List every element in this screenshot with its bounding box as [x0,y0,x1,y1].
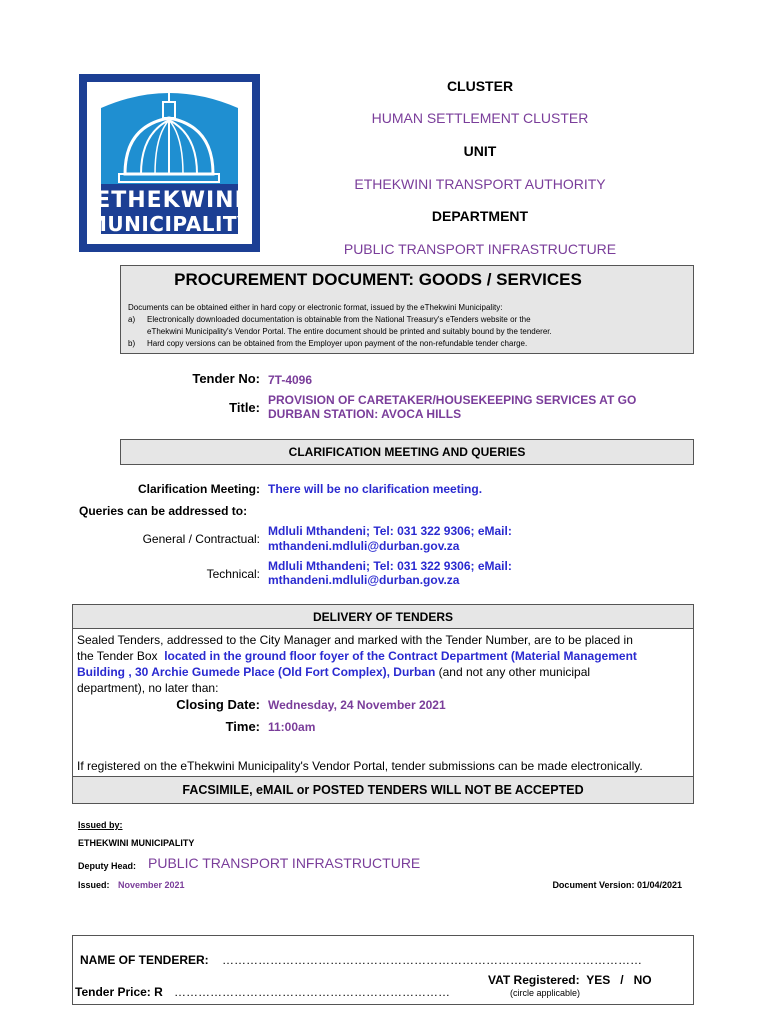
delivery-tender-box: the Tender Box [77,649,158,663]
logo-text-line1: ETHEKWINI [95,188,244,213]
name-of-tenderer-label: NAME OF TENDERER: [80,953,209,967]
tender-no-value: 7T-4096 [268,373,313,387]
closing-date-label: Closing Date: [176,697,260,712]
portal-note: If registered on the eThekwini Municipality's Vendor Portal, tender submissions can be made electronically. [77,759,643,773]
delivery-heading: DELIVERY OF TENDERS [72,604,694,629]
delivery-line4: department), no later than: [77,681,219,695]
general-contact-line1: Mdluli Mthandeni; Tel: 031 322 9306; eMail: [268,524,512,538]
delivery-paragraph [77,632,693,696]
item-a-line2: eThekwini Municipality's Vendor Portal. The entire document should be printed and suitably bound by the tenderer. [147,327,552,336]
delivery-location-a: located in the ground floor foyer of the Contract Department (Material Management [164,649,637,663]
department-value: PUBLIC TRANSPORT INFRASTRUCTURE [343,241,617,257]
municipality-name: ETHEKWINI MUNICIPALITY [78,838,195,848]
meeting-value: There will be no clarification meeting. [268,482,483,496]
tender-price-field[interactable]: …………………………………………………………… [174,985,450,999]
cluster-label: CLUSTER [446,78,514,94]
deputy-head-label: Deputy Head: [78,861,137,871]
ethekwini-logo [79,74,260,252]
general-contact-email[interactable]: mthandeni.mdluli@durban.gov.za [268,539,460,553]
vat-label-text: VAT Registered: [488,973,580,987]
meeting-label: Clarification Meeting: [137,482,260,496]
logo-text-line2: MUNICIPALITY [86,212,253,236]
issued-label: Issued: [78,880,110,890]
vat-no-option[interactable]: NO [633,973,652,987]
general-label: General / Contractual: [142,532,260,546]
clarification-heading: CLARIFICATION MEETING AND QUERIES [120,439,694,465]
deputy-head-value: PUBLIC TRANSPORT INFRASTRUCTURE [148,855,421,871]
delivery-location-b: Building , 30 Archie Gumede Place (Old Fort Complex), Durban [77,665,436,679]
unit-value: ETHEKWINI TRANSPORT AUTHORITY [354,176,606,192]
tender-title-line2: DURBAN STATION: AVOCA HILLS [268,407,462,421]
delivery-note: (and not any other municipal [438,665,591,679]
technical-contact-email[interactable]: mthandeni.mdluli@durban.gov.za [268,573,460,587]
document-version: Document Version: 01/04/2021 [552,880,682,890]
procurement-intro: Documents can be obtained either in hard copy or electronic format, issued by the eThekwini Municipality: [128,303,503,312]
item-b-marker: b) [128,339,136,348]
technical-label: Technical: [206,567,260,581]
tender-title-label: Title: [229,400,260,415]
issued-by-label: Issued by: [78,820,123,830]
procurement-title: PROCUREMENT DOCUMENT: GOODS / SERVICES [174,270,582,289]
queries-label: Queries can be addressed to: [79,504,248,518]
time-label: Time: [225,719,260,734]
vat-yes-option[interactable]: YES [586,973,611,987]
item-a-marker: a) [128,315,136,324]
issued-value: November 2021 [118,880,185,890]
item-b-text: Hard copy versions can be obtained from the Employer upon payment of the non-refundable tender charge. [147,339,528,348]
tender-title-line1: PROVISION OF CARETAKER/HOUSEKEEPING SERVICES AT GO [268,393,637,407]
delivery-line1: Sealed Tenders, addressed to the City Manager and marked with the Tender Number, are to be placed in [77,633,633,647]
tender-no-label: Tender No: [192,371,260,386]
warning-banner: FACSIMILE, eMAIL or POSTED TENDERS WILL NOT BE ACCEPTED [72,776,694,804]
item-a-line1: Electronically downloaded documentation is obtainable from the National Treasury's eTenders website or the [147,315,531,324]
name-of-tenderer-field[interactable]: …………………………………………………………………………………………… [222,953,642,967]
technical-contact-line1: Mdluli Mthandeni; Tel: 031 322 9306; eMail: [268,559,512,573]
cluster-value: HUMAN SETTLEMENT CLUSTER [371,110,589,126]
vat-registered-label [488,973,652,987]
unit-label: UNIT [463,143,497,159]
time-value: 11:00am [268,720,316,734]
delivery-line2 [77,648,693,664]
circle-applicable-note: (circle applicable) [510,988,581,998]
department-label: DEPARTMENT [431,208,529,224]
tender-price-label: Tender Price: R [75,985,163,999]
vat-separator: / [620,973,624,987]
closing-date-value: Wednesday, 24 November 2021 [268,698,446,712]
delivery-line3 [77,664,693,680]
